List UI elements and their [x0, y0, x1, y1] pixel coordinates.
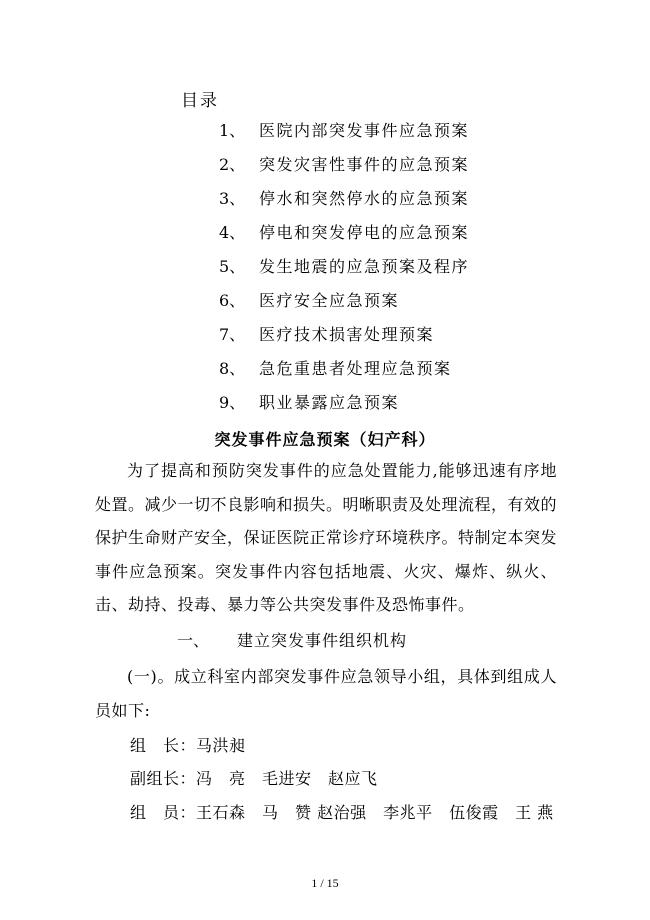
- toc-item-number: 3、: [219, 189, 246, 208]
- toc-item-text: 医疗安全应急预案: [259, 291, 400, 310]
- member-line: 组 员：王石森 马 赞 赵治强 李兆平 伍俊霞 王 燕: [130, 803, 554, 822]
- subsection-paragraph: (一)。成立科室内部突发事件应急领导小组，具体到组成人员如下:: [95, 667, 557, 720]
- toc-item: [219, 289, 469, 323]
- toc-heading: 目录: [181, 91, 219, 111]
- toc-item: [219, 357, 469, 391]
- page-number: 1 / 15: [311, 876, 339, 890]
- section-title: 建立突发事件组织机构: [237, 631, 408, 650]
- toc-item-text: 发生地震的应急预案及程序: [259, 257, 470, 276]
- toc-item-text: 停水和突然停水的应急预案: [259, 189, 470, 208]
- toc-item-number: 9、: [219, 393, 246, 412]
- toc-item-number: 5、: [219, 257, 246, 276]
- toc-item: [219, 391, 469, 425]
- toc-item-number: 2、: [219, 155, 246, 174]
- toc-item-text: 突发灾害性事件的应急预案: [259, 155, 470, 174]
- toc-item: [219, 221, 469, 255]
- toc-item-number: 6、: [219, 291, 246, 310]
- leader-line: 组 长：马洪昶: [130, 736, 246, 755]
- toc-item: [219, 255, 469, 289]
- toc-item-number: 1、: [219, 121, 246, 140]
- toc-item-number: 8、: [219, 359, 246, 378]
- toc-item-number: 4、: [219, 223, 246, 242]
- toc-item: [219, 119, 469, 153]
- section-number: 一、: [177, 631, 210, 650]
- toc-item-number: 7、: [219, 325, 246, 344]
- toc-item: [219, 323, 469, 357]
- toc-item-text: 医疗技术损害处理预案: [259, 325, 435, 344]
- toc-item-text: 医院内部突发事件应急预案: [259, 121, 470, 140]
- toc-item-text: 急危重患者处理应急预案: [259, 359, 452, 378]
- toc-list: [219, 119, 469, 425]
- intro-paragraph: 为了提高和预防突发事件的应急处置能力,能够迅速有序地处置。减少一切不良影响和损失。明晰职责及处理流程，有效的保护生命财产安全，保证医院正常诊疗环境秩序。特制定本突发事件应急预案。突发事件内容包括地震、火灾、爆炸、纵火、击、劫持、投毒、暴力等公共突发事件及恐怖事件。: [95, 461, 558, 614]
- toc-item-text: 停电和突发停电的应急预案: [259, 223, 470, 242]
- deputy-leader-line: 副组长：冯 亮 毛进安 赵应飞: [130, 769, 378, 788]
- toc-item: [219, 187, 469, 221]
- section-heading: [177, 628, 407, 651]
- document-title: 突发事件应急预案（妇产科）: [214, 430, 436, 449]
- toc-item: [219, 153, 469, 187]
- toc-item-text: 职业暴露应急预案: [259, 393, 400, 412]
